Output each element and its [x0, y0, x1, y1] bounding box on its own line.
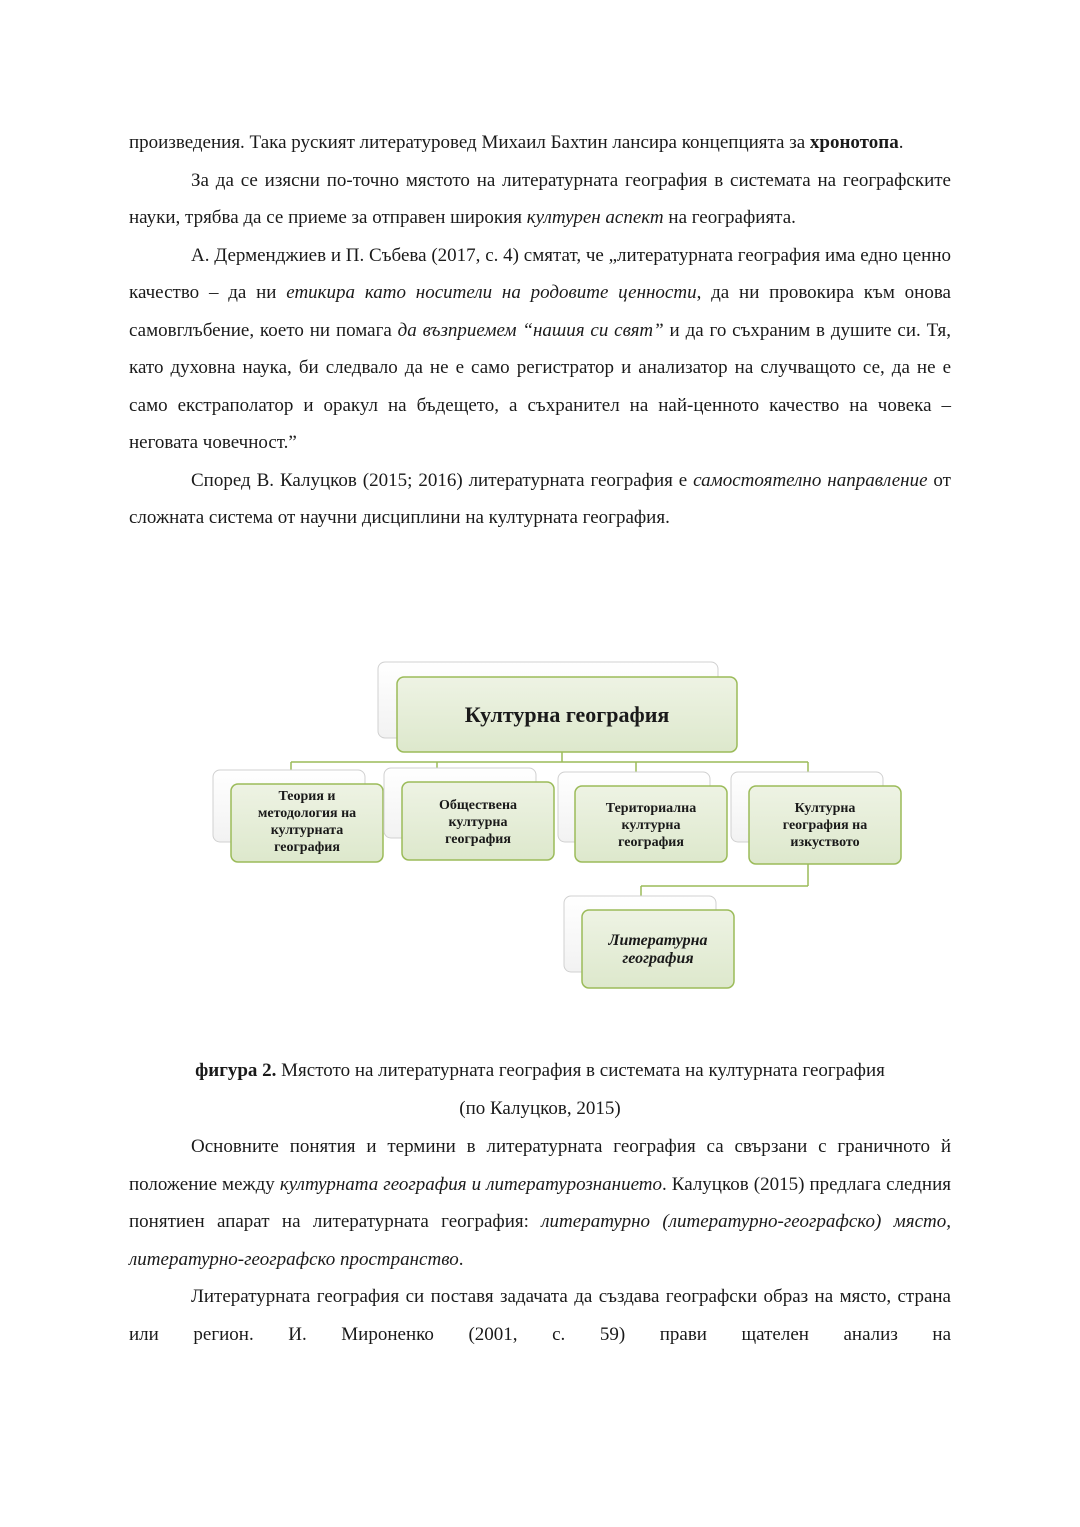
- child-node-social: [384, 768, 554, 860]
- paragraph-6: [129, 1278, 951, 1353]
- root-label: Културна география: [464, 702, 670, 727]
- caption-text: Мястото на литературната география в системата на културната география: [276, 1060, 885, 1081]
- child-2-line-2: културна: [448, 815, 508, 830]
- p6-text: Литературната география си поставя задачата да създава географски образ на място, страна или регион. И. Мироненко (2001, с. 59) прави щателен анализ на: [129, 1286, 951, 1345]
- p2-text-end: на географията.: [663, 207, 796, 228]
- p1-text: произведения. Така руският литературовед Михаил Бахтин лансира концепцията за: [129, 132, 810, 153]
- p3-text-3: и да го съхраним в душите си. Тя, като духовна наука, би следвало да не е само регистратор и анализатор на случващото се, да не е само екстраполатор и оракул на бъдещето, а съхранител на най-ценното качество на човека – неговата човечност.”: [129, 319, 951, 453]
- child-1-line-2: методология на: [257, 806, 357, 821]
- leaf-line-2: география: [622, 950, 694, 967]
- p5-italic-1: културната география и литературознанието: [279, 1173, 662, 1195]
- p3-text-2: , да ни провокира към онова самовглъбение, което ни помага: [129, 282, 951, 341]
- p4-italic: самостоятелно направление: [693, 469, 928, 491]
- figure-caption: [129, 1052, 951, 1127]
- p1-text-end: .: [898, 132, 904, 153]
- caption-figure-number: фигура 2.: [195, 1060, 277, 1081]
- child-4-line-1: Културна: [794, 801, 856, 816]
- child-3-line-3: география: [618, 835, 684, 850]
- child-node-territorial: [558, 772, 727, 862]
- child-node-theory: [213, 770, 383, 862]
- child-3-line-1: Териториална: [605, 801, 697, 816]
- child-1-line-4: география: [274, 840, 340, 855]
- child-4-line-2: география на: [782, 818, 868, 833]
- child-1-line-1: Теория и: [278, 789, 336, 804]
- p3-text: А. Дерменджиев и П. Събева (2017, с. 4) смятат, че „литературната география има едно ценно качество – да ни: [129, 244, 951, 303]
- p1-bold-term: хронотопа: [809, 132, 899, 153]
- text-block-bottom: [129, 1128, 951, 1353]
- p3-italic-2: да възприемем “нашия си свят”: [397, 319, 664, 341]
- p2-italic: културен аспект: [526, 207, 664, 228]
- caption-source: (по Калуцков, 2015): [459, 1097, 621, 1119]
- leaf-line-1: Литературна: [608, 932, 708, 949]
- p3-italic-1: етикира като носители на родовите ценности: [286, 282, 697, 303]
- p4-text-end: от сложната система от научни дисциплини на културната география.: [129, 469, 951, 528]
- caption-line-1: [129, 1052, 951, 1090]
- child-1-line-3: културната: [270, 823, 344, 838]
- child-node-art: [731, 772, 901, 864]
- p4-text: Според В. Калуцков (2015; 2016) литературната география е: [191, 469, 694, 491]
- p5-italic-2: литературно (литературно-географско) място, литературно-географско пространство: [129, 1211, 952, 1270]
- paragraph-5: [129, 1128, 951, 1278]
- child-2-line-1: Обществена: [438, 798, 518, 813]
- child-4-line-3: изкуството: [790, 835, 860, 850]
- child-3-line-2: културна: [621, 818, 681, 833]
- root-node: [378, 662, 737, 752]
- child-2-line-3: география: [445, 832, 511, 847]
- p5-text: Основните понятия и термини в литературната география са свързани с граничното й положение между: [129, 1136, 951, 1195]
- leaf-node-literary: [564, 896, 734, 988]
- p5-text-2: . Калуцков (2015) предлага следния понятиен апарат на литературната география:: [129, 1173, 951, 1232]
- p5-text-3: .: [458, 1248, 464, 1270]
- p2-text: За да се изясни по-точно мястото на литературната география в системата на географските науки, трябва да се приеме за отправен широкия: [129, 169, 951, 228]
